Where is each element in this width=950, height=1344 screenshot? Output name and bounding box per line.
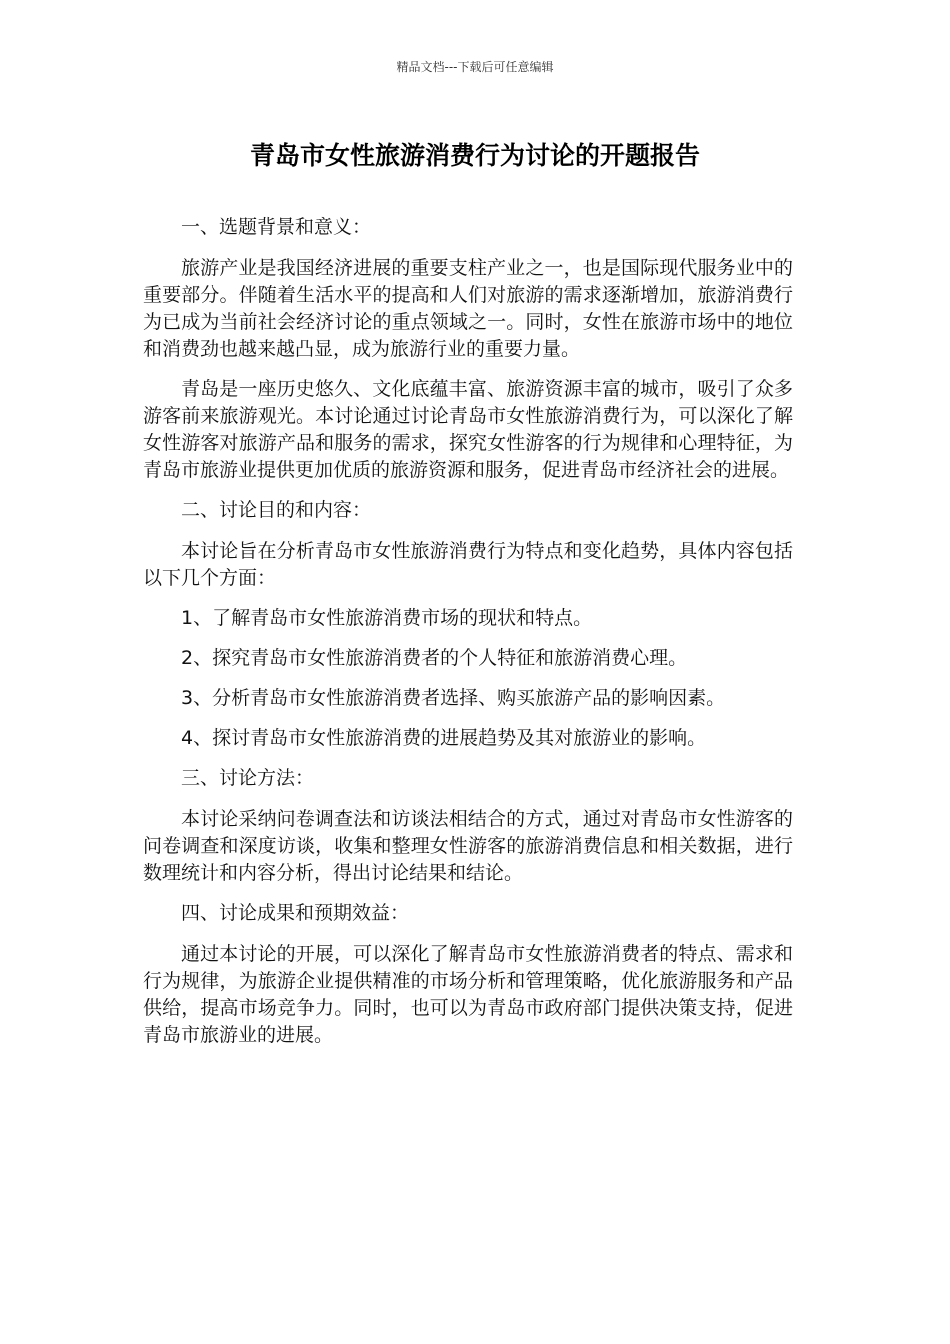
paragraph-background-2: 青岛是一座历史悠久、文化底蕴丰富、旅游资源丰富的城市，吸引了众多游客前来旅游观光。本讨论通过讨论青岛市女性旅游消费行为，可以深化了解女性游客对旅游产品和服务的需求，探究女性游客的行为规律和心理特征，为青岛市旅游业提供更加优质的旅游资源和服务，促进青岛市经济社会的进展。: [143, 378, 793, 481]
paragraph-method: 本讨论采纳问卷调查法和访谈法相结合的方式，通过对青岛市女性游客的问卷调查和深度访谈，收集和整理女性游客的旅游消费信息和相关数据，进行数理统计和内容分析，得出讨论结果和结论。: [143, 808, 793, 884]
list-item-1: 1、了解青岛市女性旅游消费市场的现状和特点。: [181, 607, 593, 629]
section-heading-background: 一、选题背景和意义：: [181, 216, 372, 238]
paragraph-purpose-intro: 本讨论旨在分析青岛市女性旅游消费行为特点和变化趋势，具体内容包括以下几个方面：: [143, 540, 793, 589]
list-item-2: 2、探究青岛市女性旅游消费者的个人特征和旅游消费心理。: [181, 647, 688, 669]
paragraph-background-1: 旅游产业是我国经济进展的重要支柱产业之一，也是国际现代服务业中的重要部分。伴随着生活水平的提高和人们对旅游的需求逐渐增加，旅游消费行为已成为当前社会经济讨论的重点领域之一。同时，女性在旅游市场中的地位和消费劲也越来越凸显，成为旅游行业的重要力量。: [143, 257, 793, 360]
section-heading-method: 三、讨论方法：: [181, 767, 315, 789]
document-body: [143, 214, 793, 1062]
section-heading-outcomes: 四、讨论成果和预期效益：: [181, 902, 410, 924]
paragraph-outcomes: 通过本讨论的开展，可以深化了解青岛市女性旅游消费者的特点、需求和行为规律，为旅游企业提供精准的市场分析和管理策略，优化旅游服务和产品供给，提高市场竞争力。同时，也可以为青岛市政府部门提供决策支持，促进青岛市旅游业的进展。: [143, 943, 793, 1046]
section-heading-purpose: 二、讨论目的和内容：: [181, 499, 372, 521]
list-item-3: 3、分析青岛市女性旅游消费者选择、购买旅游产品的影响因素。: [181, 687, 726, 709]
document-title: 青岛市女性旅游消费行为讨论的开题报告: [249, 141, 700, 170]
list-item-4: 4、探讨青岛市女性旅游消费的进展趋势及其对旅游业的影响。: [181, 727, 707, 749]
page-header-watermark: 精品文档---下载后可任意编辑: [396, 60, 554, 74]
